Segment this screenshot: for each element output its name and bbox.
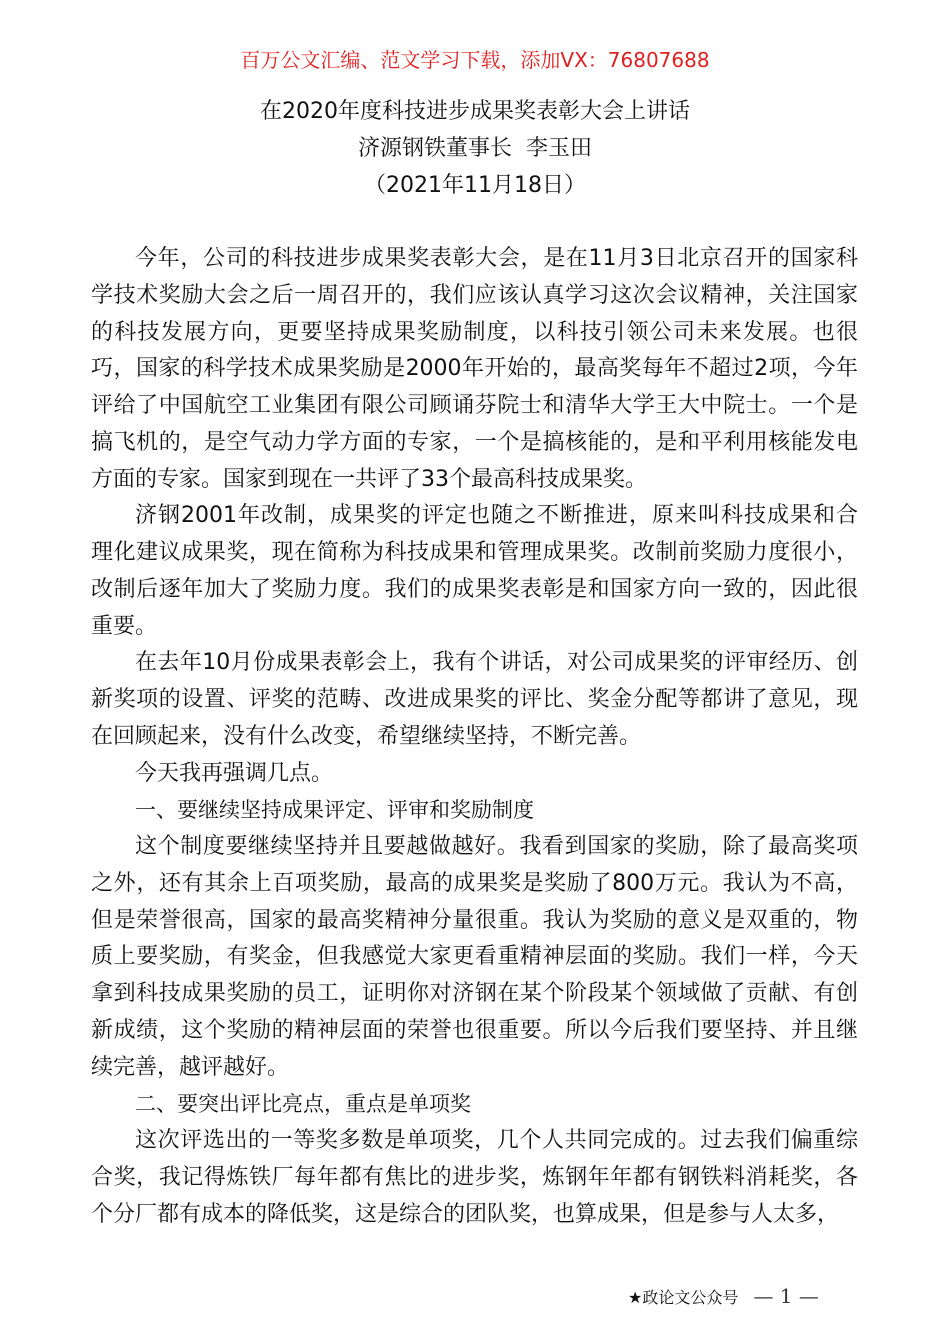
text-line: 新奖项的设置、评奖的范畴、改进成果奖的评比、奖金分配等都讲了意见，现	[91, 687, 858, 712]
text-line: 这个制度要继续坚持并且要越做越好。我看到国家的奖励，除了最高奖项	[135, 834, 858, 859]
text-line: 济钢2001年改制，成果奖的评定也随之不断推进，原来叫科技成果和合	[135, 503, 858, 529]
text-line: 个分厂都有成本的降低奖，这是综合的团队奖，也算成果，但是参与人太多，	[91, 1201, 840, 1227]
page-number: — 1 —	[753, 1284, 819, 1308]
text-line: 理化建议成果奖，现在简称为科技成果和管理成果奖。改制前奖励力度很小，	[91, 540, 858, 565]
text-line: 续完善，越评越好。	[91, 1054, 290, 1080]
text-line: 方面的专家。国家到现在一共评了33个最高科技成果奖。	[91, 466, 647, 492]
text-line: 今天我再强调几点。	[135, 760, 334, 786]
paragraph	[91, 756, 858, 793]
text-line: 但是荣誉很高，国家的最高奖精神分量很重。我认为奖励的意义是双重的，物	[91, 907, 858, 933]
section-heading	[91, 792, 858, 829]
text-line: 重要。	[91, 613, 158, 639]
text-line: 之外，还有其余上百项奖励，最高的成果奖是奖励了800万元。我认为不高，	[91, 870, 858, 896]
text-line: 改制后逐年加大了奖励力度。我们的成果奖表彰是和国家方向一致的，因此很	[91, 576, 858, 602]
text-line: 今年，公司的科技进步成果奖表彰大会，是在11月3日北京召开的国家科	[135, 246, 858, 271]
document-body	[91, 241, 858, 1233]
document-title: 在2020年度科技进步成果奖表彰大会上讲话	[260, 99, 690, 124]
text-line: 在去年10月份成果表彰会上，我有个讲话，对公司成果奖的评审经历、创	[135, 650, 858, 676]
text-line: 在回顾起来，没有什么改变，希望继续坚持，不断完善。	[91, 723, 642, 749]
text-line: 一、要继续坚持成果评定、评审和奖励制度	[135, 798, 534, 823]
text-line: 拿到科技成果奖励的员工，证明你对济钢在某个阶段某个领域做了贡献、有创	[91, 981, 858, 1006]
paragraph	[91, 829, 858, 1086]
footer-source: ★政论文公众号	[628, 1288, 739, 1307]
text-line: 搞飞机的，是空气动力学方面的专家，一个是搞核能的，是和平利用核能发电	[91, 429, 858, 455]
text-line: 的科技发展方向，更要坚持成果奖励制度，以科技引领公司未来发展。也很	[91, 319, 858, 345]
paragraph	[91, 1123, 858, 1233]
text-line: 这次评选出的一等奖多数是单项奖，几个人共同完成的。过去我们偏重综	[135, 1128, 858, 1153]
paragraph	[91, 241, 858, 498]
watermark-banner: 百万公文汇编、范文学习下载，添加VX：76807688	[240, 48, 710, 72]
section-heading	[91, 1086, 858, 1123]
speaker-line: 济源钢铁董事长 李玉田	[358, 136, 592, 161]
text-line: 质上要奖励，有奖金，但我感觉大家更看重精神层面的奖励。我们一样，今天	[91, 944, 858, 970]
page-footer	[628, 1283, 819, 1311]
text-line: 巧，国家的科学技术成果奖励是2000年开始的，最高奖每年不超过2项，今年	[91, 356, 858, 382]
paragraph	[91, 645, 858, 755]
paragraph	[91, 498, 858, 645]
text-line: 新成绩，这个奖励的精神层面的荣誉也很重要。所以今后我们要坚持、并且继	[91, 1017, 858, 1043]
text-line: 评给了中国航空工业集团有限公司顾诵芬院士和清华大学王大中院士。一个是	[91, 393, 858, 418]
text-line: 合奖，我记得炼铁厂每年都有焦比的进步奖，炼钢年年都有钢铁料消耗奖，各	[91, 1164, 858, 1190]
text-line: 学技术奖励大会之后一周召开的，我们应该认真学习这次会议精神，关注国家	[91, 282, 858, 308]
speech-date: （2021年11月18日）	[364, 173, 586, 198]
text-line: 二、要突出评比亮点，重点是单项奖	[135, 1092, 471, 1117]
